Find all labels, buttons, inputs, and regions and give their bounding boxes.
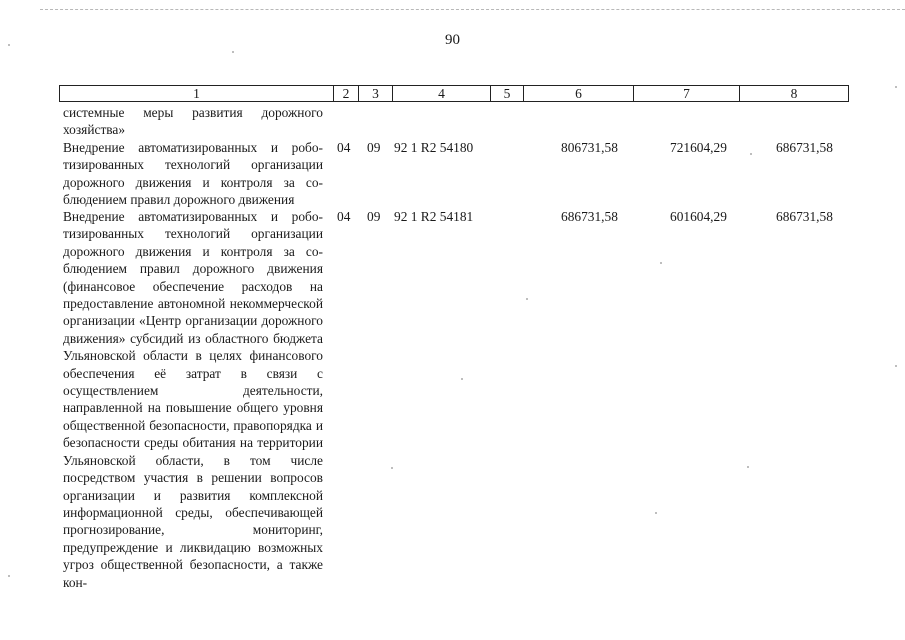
column-header-8: 8 (739, 86, 848, 101)
row-2-amount-col8: 686731,58 (776, 209, 833, 224)
row-2-section: 04 (337, 209, 351, 224)
scan-speck (8, 44, 10, 46)
row-1-amount-col7: 721604,29 (670, 140, 727, 155)
scan-speck (461, 378, 463, 380)
scan-speck (660, 262, 662, 264)
continuation-text: системные меры развития дорожного хозяйства» (63, 105, 323, 138)
row-1-amount-col6: 806731,58 (561, 140, 618, 155)
scan-speck (526, 298, 528, 300)
scan-speck (655, 512, 657, 514)
column-header-3: 3 (358, 86, 392, 101)
table-header-row (59, 85, 849, 102)
row-1-subsection: 09 (367, 140, 381, 155)
row-1-amount-col8: 686731,58 (776, 140, 833, 155)
row-2-subsection: 09 (367, 209, 381, 224)
row-1-name: Внедрение автоматизированных и роботизированных технологий организации дорожного движения и контроля за соблюдением правил дорожного движения (63, 140, 323, 208)
row-1-section: 04 (337, 140, 351, 155)
column-header-7: 7 (633, 86, 739, 101)
scan-speck (750, 153, 752, 155)
scan-speck (232, 51, 234, 53)
scan-speck (8, 575, 10, 577)
top-scan-rule (40, 9, 905, 10)
row-2-name: Внедрение автоматизированных и роботизированных технологий организации дорожного движения и контроля за соблюдением правил дорожного движения (финансовое обеспечение расходов на предоставление автономной некоммерческой организации «Центр организации дорожного движения» субсидий из областного бюджета Ульяновской области в целях финансового обеспечения её затрат в связи с осуществлением деятельности, направленной на повышение общего уровня общественной безопасности, правопорядка и безопасности среды обитания на территории Ульяновской области, в том числе посредством участия в решении вопросов организации и развития комплексной информационной среды, обеспечивающей прогнозирование, мониторинг, предупреждение и ликвидацию возможных угроз общественной безопасности, а также кон- (63, 209, 323, 590)
row-2-amount-col6: 686731,58 (561, 209, 618, 224)
scan-speck (895, 365, 897, 367)
row-2-target-article: 92 1 R2 54181 (394, 209, 474, 224)
row-1-target-article: 92 1 R2 54180 (394, 140, 474, 155)
row-2-amount-col7: 601604,29 (670, 209, 727, 224)
scan-speck (747, 466, 749, 468)
column-header-1: 1 (193, 86, 200, 101)
scan-speck (391, 467, 393, 469)
column-header-4: 4 (392, 86, 490, 101)
column-header-2: 2 (333, 86, 358, 101)
page-number: 90 (445, 32, 460, 48)
scan-speck (895, 86, 897, 88)
column-header-6: 6 (523, 86, 633, 101)
column-header-5: 5 (490, 86, 523, 101)
